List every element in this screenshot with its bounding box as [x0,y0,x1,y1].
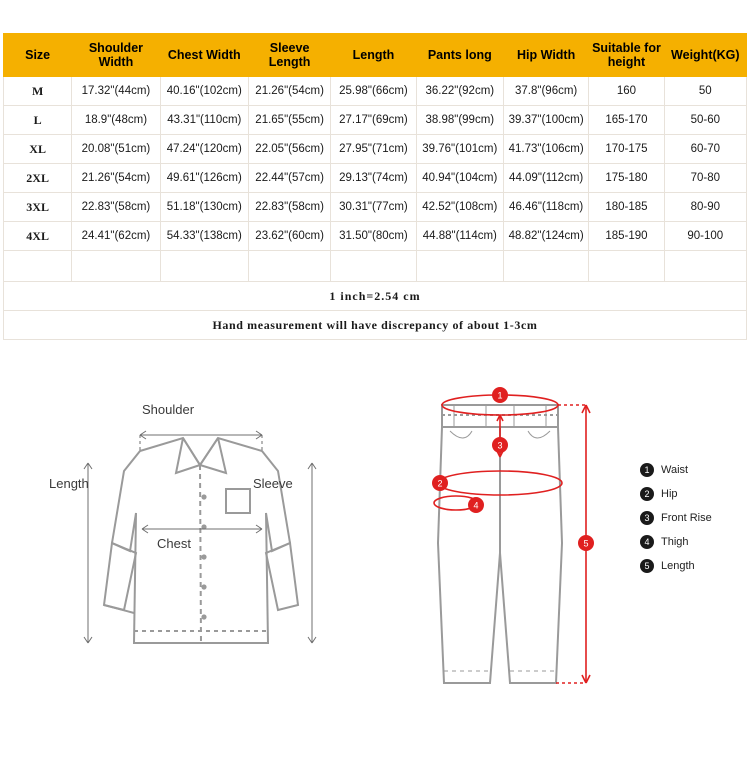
col-chest-width: Chest Width [160,34,248,77]
cell-hip: 44.09"(112cm) [503,164,588,193]
cell-hip: 39.37"(100cm) [503,106,588,135]
pants-legend [640,458,712,578]
cell-weight: 70-80 [664,164,746,193]
svg-text:4: 4 [473,500,479,511]
cell-length: 27.95"(71cm) [331,135,416,164]
legend-label-waist: Waist [661,464,689,476]
cell-weight: 80-90 [664,193,746,222]
col-length: Length [331,34,416,77]
cell-pants-long: 36.22"(92cm) [416,77,503,106]
cell-chest: 51.18"(130cm) [160,193,248,222]
cell-height: 180-185 [589,193,664,222]
legend-item-length [640,554,712,578]
cell-pants-long: 42.52"(108cm) [416,193,503,222]
cell-length: 31.50"(80cm) [331,222,416,251]
cell-pants-long: 39.76"(101cm) [416,135,503,164]
cell-length: 29.13"(74cm) [331,164,416,193]
cell-shoulder: 21.26"(54cm) [72,164,160,193]
legend-item-waist [640,458,712,482]
size-chart-page [0,33,750,783]
legend-label-front-rise: Front Rise [661,512,712,524]
cell-sleeve: 22.83"(58cm) [248,193,330,222]
svg-text:2: 2 [437,478,443,489]
table-row [4,193,747,222]
legend-item-hip [640,482,712,506]
cell-weight: 90-100 [664,222,746,251]
cell-size: M [4,77,72,106]
legend-bullet-3: 3 [640,511,654,525]
cell-size: L [4,106,72,135]
legend-item-front-rise [640,506,712,530]
cell-shoulder: 24.41"(62cm) [72,222,160,251]
cell-pants-long: 40.94"(104cm) [416,164,503,193]
table-row [4,77,747,106]
table-note-row [4,311,747,340]
cell-pants-long: 38.98"(99cm) [416,106,503,135]
cell-chest: 49.61"(126cm) [160,164,248,193]
legend-item-thigh [640,530,712,554]
pants-diagram [410,383,630,713]
label-sleeve: Sleeve [253,476,293,491]
table-row [4,135,747,164]
table-header-row [4,34,747,77]
cell-sleeve: 23.62"(60cm) [248,222,330,251]
note-measurement-discrepancy: Hand measurement will have discrepancy of about 1-3cm [4,311,747,340]
cell-chest: 43.31"(110cm) [160,106,248,135]
svg-text:1: 1 [497,390,503,401]
cell-pants-long: 44.88"(114cm) [416,222,503,251]
cell-weight: 50 [664,77,746,106]
cell-length: 30.31"(77cm) [331,193,416,222]
legend-bullet-5: 5 [640,559,654,573]
legend-bullet-1: 1 [640,463,654,477]
cell-sleeve: 21.26"(54cm) [248,77,330,106]
cell-hip: 46.46"(118cm) [503,193,588,222]
legend-label-thigh: Thigh [661,536,689,548]
label-chest: Chest [157,536,191,551]
cell-shoulder: 22.83"(58cm) [72,193,160,222]
cell-length: 25.98"(66cm) [331,77,416,106]
table-row [4,106,747,135]
cell-sleeve: 22.05"(56cm) [248,135,330,164]
table-empty-row [4,251,747,282]
legend-label-length: Length [661,560,695,572]
legend-bullet-2: 2 [640,487,654,501]
cell-shoulder: 17.32"(44cm) [72,77,160,106]
cell-chest: 40.16"(102cm) [160,77,248,106]
col-sleeve-length: Sleeve Length [248,34,330,77]
label-shoulder: Shoulder [142,402,195,417]
cell-height: 170-175 [589,135,664,164]
cell-size: 4XL [4,222,72,251]
cell-chest: 47.24"(120cm) [160,135,248,164]
col-hip-width: Hip Width [503,34,588,77]
shirt-diagram [40,393,360,713]
cell-hip: 37.8"(96cm) [503,77,588,106]
cell-size: XL [4,135,72,164]
cell-height: 185-190 [589,222,664,251]
cell-height: 165-170 [589,106,664,135]
cell-hip: 48.82"(124cm) [503,222,588,251]
cell-sleeve: 21.65"(55cm) [248,106,330,135]
table-row [4,164,747,193]
svg-text:3: 3 [497,440,503,451]
cell-size: 3XL [4,193,72,222]
cell-chest: 54.33"(138cm) [160,222,248,251]
cell-hip: 41.73"(106cm) [503,135,588,164]
col-pants-long: Pants long [416,34,503,77]
legend-label-hip: Hip [661,488,678,500]
table-note-row [4,282,747,311]
col-size: Size [4,34,72,77]
cell-weight: 50-60 [664,106,746,135]
cell-height: 175-180 [589,164,664,193]
col-shoulder-width: Shoulder Width [72,34,160,77]
measurement-diagrams [0,358,750,718]
cell-weight: 60-70 [664,135,746,164]
cell-height: 160 [589,77,664,106]
table-row [4,222,747,251]
cell-sleeve: 22.44"(57cm) [248,164,330,193]
col-suitable-for-height: Suitable for height [589,34,664,77]
cell-shoulder: 20.08"(51cm) [72,135,160,164]
cell-shoulder: 18.9"(48cm) [72,106,160,135]
cell-size: 2XL [4,164,72,193]
label-length: Length [49,476,89,491]
size-table [3,33,747,340]
svg-text:5: 5 [583,538,589,549]
legend-bullet-4: 4 [640,535,654,549]
cell-length: 27.17"(69cm) [331,106,416,135]
col-weight: Weight(KG) [664,34,746,77]
note-inch-conversion: 1 inch=2.54 cm [4,282,747,311]
